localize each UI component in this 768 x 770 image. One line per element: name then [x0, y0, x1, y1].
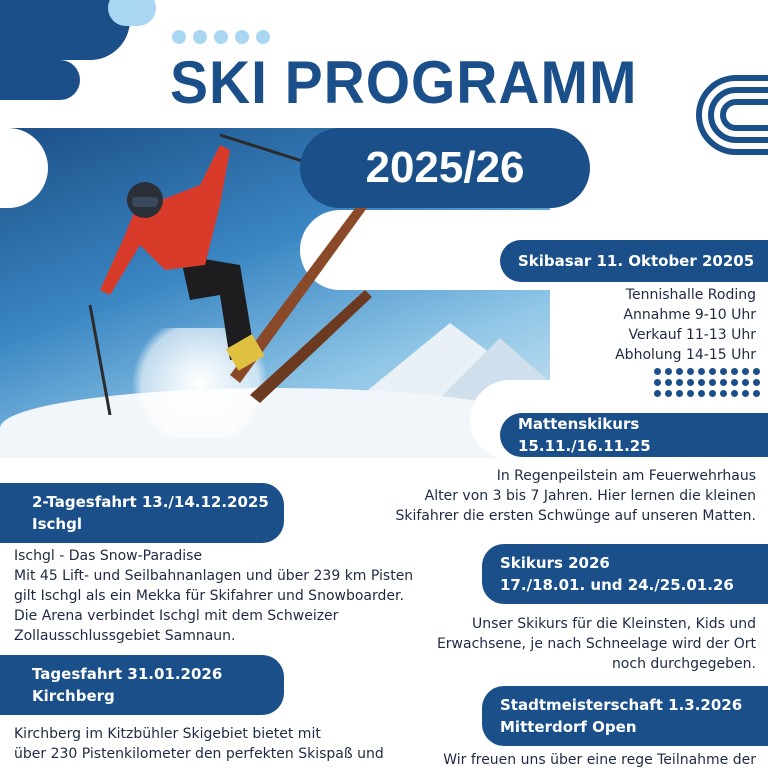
season-year: 2025/26	[365, 143, 525, 192]
decor-shape-top-left-2	[0, 60, 80, 100]
tagesfahrt-line: über 230 Pistenkilometer den perfekten Skispaß und	[14, 746, 384, 762]
tagesfahrt-details	[14, 724, 384, 764]
stadtmeister-details	[443, 750, 756, 770]
skibasar-line: Annahme 9-10 Uhr	[623, 307, 756, 323]
mattenskikurs-details	[395, 466, 756, 526]
tagesfahrt-heading: Tagesfahrt 31.01.2026	[32, 665, 223, 683]
section-header-tagesfahrt	[0, 655, 284, 715]
tagesfahrt2-line: Die Arena verbindet Ischgl mit dem Schweizer	[14, 608, 339, 624]
tagesfahrt2-heading: 2-Tagesfahrt 13./14.12.2025	[32, 493, 269, 511]
skibasar-line: Tennishalle Roding	[625, 287, 756, 303]
mattenskikurs-line: Alter von 3 bis 7 Jahren. Hier lernen die kleinen	[424, 488, 756, 504]
section-header-skibasar	[500, 240, 768, 282]
skikurs-heading: Skikurs 2026	[500, 554, 610, 572]
decor-dot-grid	[654, 368, 760, 397]
mattenskikurs-line: Skifahrer die ersten Schwünge auf unseren Matten.	[395, 508, 756, 524]
tagesfahrt2-line: Zollausschlussgebiet Samnaun.	[14, 628, 236, 644]
decor-bubble	[108, 0, 156, 26]
section-header-stadtmeisterschaft	[482, 686, 768, 746]
skibasar-details	[615, 285, 756, 365]
year-banner	[300, 128, 590, 208]
skibasar-line: Abholung 14-15 Uhr	[615, 347, 756, 363]
decor-arcs-icon	[696, 72, 768, 158]
decor-dot-row	[172, 30, 270, 44]
section-header-2-tagesfahrt	[0, 483, 284, 543]
stadtmeister-heading: Stadtmeisterschaft 1.3.2026	[500, 696, 743, 714]
tagesfahrt2-line: gilt Ischgl als ein Mekka für Skifahrer und Snowboarder.	[14, 588, 404, 604]
skikurs-line: Unser Skikurs für die Kleinsten, Kids und	[472, 616, 756, 632]
tagesfahrt-line: Kirchberg im Kitzbühler Skigebiet bietet mit	[14, 726, 321, 742]
section-header-skikurs	[482, 544, 768, 604]
tagesfahrt2-subheading: Ischgl	[32, 515, 82, 533]
skibasar-heading: Skibasar 11. Oktober 20205	[518, 252, 755, 270]
stadtmeister-line: Wir freuen uns über eine rege Teilnahme der	[443, 752, 756, 768]
skikurs-subheading: 17./18.01. und 24./25.01.26	[500, 576, 734, 594]
tagesfahrt2-details	[14, 546, 413, 646]
skikurs-line: noch durchgegeben.	[611, 656, 756, 672]
mattenskikurs-heading: Mattenskikurs 15.11./16.11.25	[518, 415, 651, 455]
mattenskikurs-line: In Regenpeilstein am Feuerwehrhaus	[496, 468, 756, 484]
tagesfahrt2-line: Ischgl - Das Snow-Paradise	[14, 548, 203, 564]
stadtmeister-subheading: Mitterdorf Open	[500, 718, 637, 736]
skibasar-line: Verkauf 11-13 Uhr	[628, 327, 756, 343]
tagesfahrt2-line: Mit 45 Lift- und Seilbahnanlagen und über 239 km Pisten	[14, 568, 414, 584]
page-title: SKI PROGRAMM	[170, 49, 638, 116]
section-header-mattenskikurs	[500, 413, 768, 457]
skikurs-line: Erwachsene, je nach Schneelage wird der Ort	[436, 636, 756, 652]
skikurs-details	[437, 614, 756, 674]
tagesfahrt-subheading: Kirchberg	[32, 687, 115, 705]
